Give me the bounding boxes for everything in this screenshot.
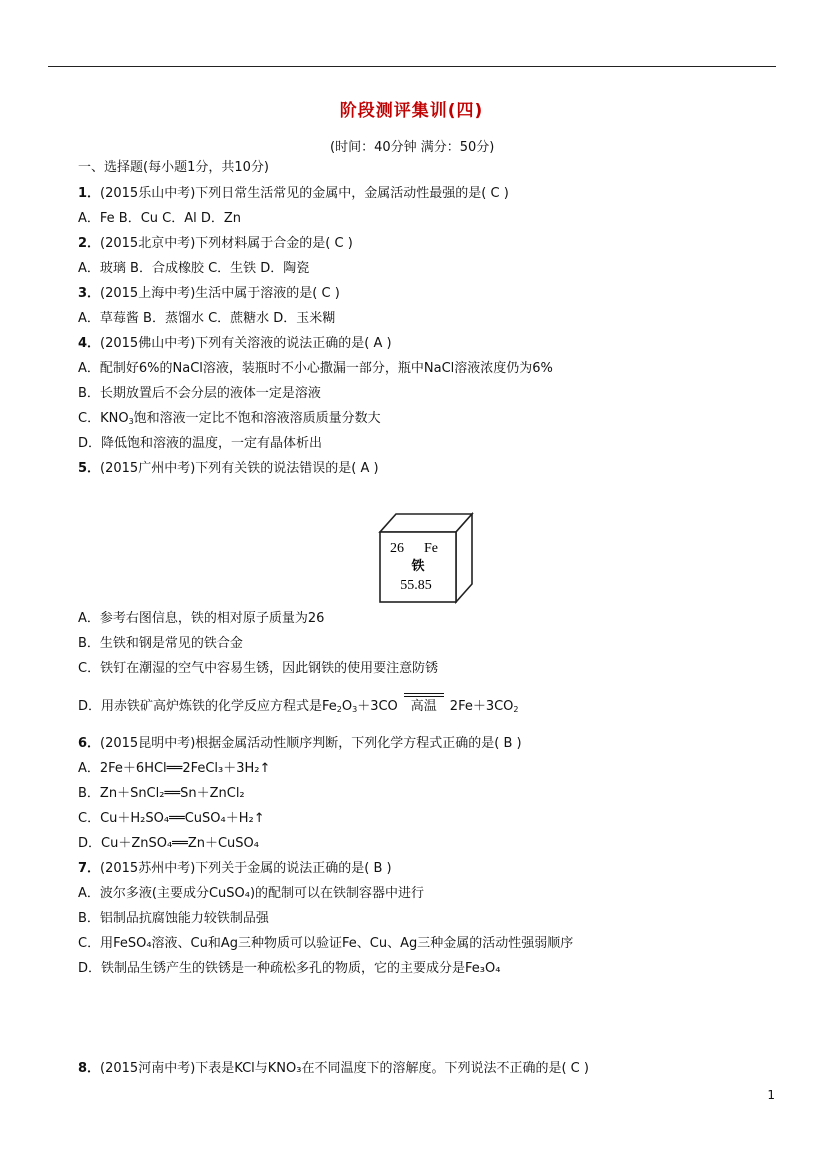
- question-stem: (2015河南中考)下表是KCl与KNO₃在不同温度下的溶解度。下列说法不正确的是( C ): [100, 1061, 589, 1076]
- question-1: [78, 186, 509, 202]
- atomic-mass: 55.85: [400, 578, 432, 593]
- option-d: D．降低饱和溶液的温度，一定有晶体析出: [78, 436, 323, 451]
- question-number: 8．: [78, 1061, 101, 1076]
- question-1-options: A．Fe B．Cu C．Al D．Zn: [78, 211, 242, 226]
- option-text: 2Fe＋3CO: [449, 699, 514, 714]
- option-d: D．用赤铁矿高炉炼铁的化学反应方程式是$Fe_2O_3+3CO$ 高温 $2Fe+3CO_2$: [78, 699, 519, 718]
- option-text: C．KNO: [78, 411, 129, 426]
- question-stem: (2015乐山中考)下列日常生活常见的金属中，金属活动性最强的是( C ): [100, 186, 509, 201]
- question-stem: (2015北京中考)下列材料属于合金的是( C ): [100, 236, 353, 251]
- subscript: 3: [128, 417, 134, 426]
- question-number: 4．: [78, 336, 101, 351]
- option-a: A．2Fe＋6HCl══2FeCl₃＋3H₂↑: [78, 761, 271, 776]
- atomic-number: 26: [390, 541, 404, 556]
- question-6: [78, 736, 522, 752]
- option-text: D．用赤铁矿高炉炼铁的化学反应方程式是Fe: [78, 699, 337, 714]
- option-c: C．Cu＋H₂SO₄══CuSO₄＋H₂↑: [78, 811, 265, 826]
- element-symbol: Fe: [424, 541, 438, 556]
- question-stem: (2015昆明中考)根据金属活动性顺序判断，下列化学方程式正确的是( B ): [100, 736, 522, 751]
- option-c: C．用FeSO₄溶液、Cu和Ag三种物质可以验证Fe、Cu、Ag三种金属的活动性强弱顺序: [78, 936, 574, 951]
- question-number: 1．: [78, 186, 101, 201]
- option-c: C．铁钉在潮湿的空气中容易生锈，因此钢铁的使用要注意防锈: [78, 661, 439, 676]
- option-c: [78, 411, 381, 430]
- reaction-condition: 高温: [404, 699, 444, 715]
- question-3: [78, 286, 340, 302]
- option-b: B．长期放置后不会分层的液体一定是溶液: [78, 386, 321, 401]
- question-number: 6．: [78, 736, 101, 751]
- question-stem: (2015上海中考)生活中属于溶液的是( C ): [100, 286, 340, 301]
- header-rule: [48, 66, 776, 67]
- option-d: D．Cu＋ZnSO₄══Zn＋CuSO₄: [78, 836, 259, 851]
- option-text: 饱和溶液一定比不饱和溶液溶质质量分数大: [133, 411, 381, 426]
- question-number: 7．: [78, 861, 101, 876]
- option-a: A．配制好6%的NaCl溶液，装瓶时不小心撒漏一部分，瓶中NaCl溶液浓度仍为6%: [78, 361, 553, 376]
- question-number: 3．: [78, 286, 101, 301]
- option-d: D．铁制品生锈产生的铁锈是一种疏松多孔的物质，它的主要成分是Fe₃O₄: [78, 961, 501, 976]
- question-stem: (2015广州中考)下列有关铁的说法错误的是( A ): [100, 461, 379, 476]
- question-7: [78, 861, 392, 877]
- question-3-options: A．草莓酱 B．蒸馏水 C．蔗糖水 D．玉米糊: [78, 311, 336, 326]
- question-number: 5．: [78, 461, 101, 476]
- option-a: A．参考右图信息，铁的相对原子质量为26: [78, 611, 325, 626]
- question-2-options: A．玻璃 B．合成橡胶 C．生铁 D．陶瓷: [78, 261, 310, 276]
- question-4: [78, 336, 392, 352]
- iron-element-cube-figure: [376, 512, 476, 604]
- page-title: 阶段测评集训(四): [339, 101, 484, 121]
- question-8: [78, 1061, 589, 1077]
- question-2: [78, 236, 353, 252]
- option-b: B．生铁和钢是常见的铁合金: [78, 636, 243, 651]
- question-5: [78, 461, 379, 477]
- section-heading: 一、选择题(每小题1分，共10分): [78, 160, 269, 175]
- question-stem: (2015苏州中考)下列关于金属的说法正确的是( B ): [100, 861, 392, 876]
- exam-info: (时间：40分钟 满分：50分): [330, 140, 495, 155]
- option-b: B．Zn＋SnCl₂══Sn＋ZnCl₂: [78, 786, 245, 801]
- option-a: A．波尔多液(主要成分CuSO₄)的配制可以在铁制容器中进行: [78, 886, 425, 901]
- option-b: B．铝制品抗腐蚀能力较铁制品强: [78, 911, 269, 926]
- element-name: 铁: [411, 559, 425, 574]
- page-number: 1: [767, 1088, 775, 1102]
- question-number: 2．: [78, 236, 101, 251]
- question-stem: (2015佛山中考)下列有关溶液的说法正确的是( A ): [100, 336, 392, 351]
